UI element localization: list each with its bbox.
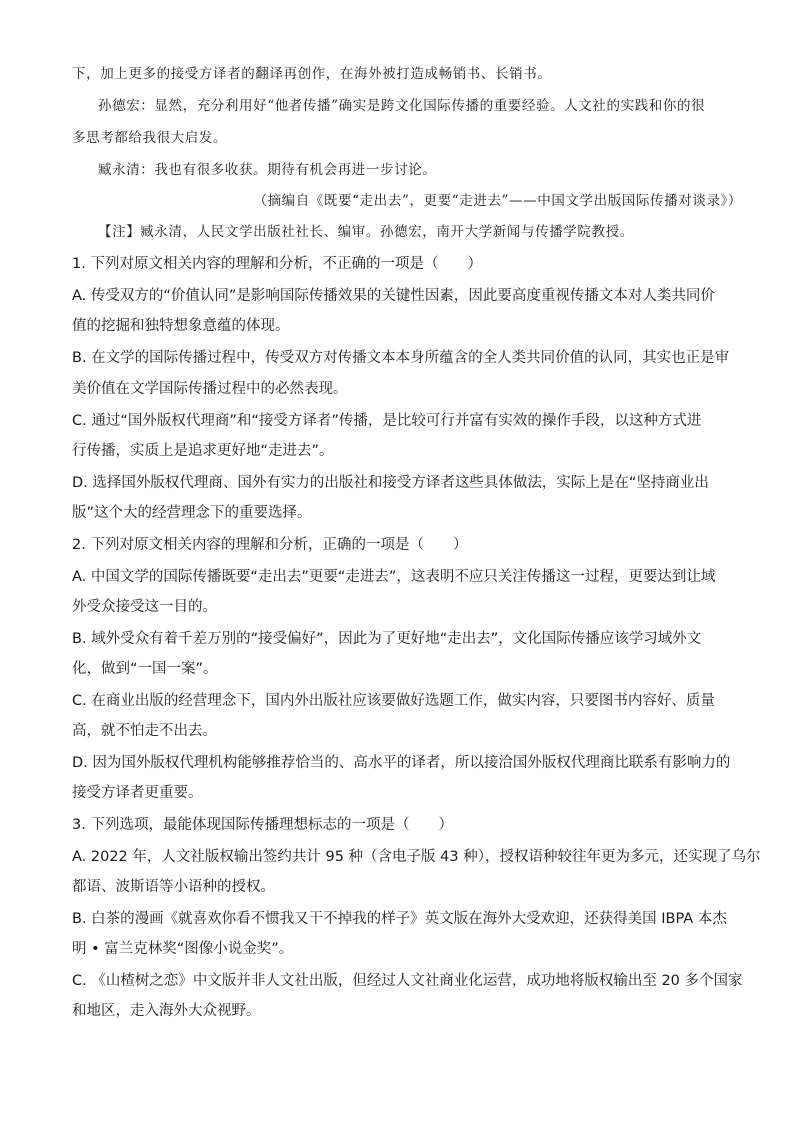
- option-line: 明 • 富兰克林奖“图像小说金奖”。: [72, 941, 294, 957]
- option-line: 版”这个大的经营理念下的重要选择。: [72, 505, 312, 521]
- option-line: 化，做到“一国一案”。: [72, 661, 218, 677]
- option-line: 外受众接受这一目的。: [72, 599, 217, 615]
- passage-line: 下，加上更多的接受方译者的翻译再创作，在海外被打造成畅销书、长销书。: [72, 66, 552, 82]
- option-line: 行传播，实质上是追求更好地“走进去”。: [72, 443, 334, 459]
- option-line: 和地区，走入海外大众视野。: [72, 1003, 261, 1019]
- question-stem: 1. 下列对原文相关内容的理解和分析，不正确的一项是（ ）: [72, 256, 482, 272]
- passage-line: 多思考都给我很大启发。: [72, 130, 228, 146]
- option-line: 接受方译者更重要。: [72, 785, 203, 801]
- footnote: 【注】臧永清，人民文学出版社社长、编审。孙德宏，南开大学新闻与传播学院教授。: [98, 224, 634, 240]
- option-line: D. 选择国外版权代理商、国外有实力的出版社和接受方译者这些具体做法，实际上是在“坚持商业出: [72, 475, 709, 491]
- passage-line: 孙德宏：显然，充分利用好“他者传播”确实是跨文化国际传播的重要经验。人文社的实践和你的很: [98, 98, 706, 114]
- option-line: A. 2022 年，人文社版权输出签约共计 95 种（含电子版 43 种），授权语种较往年更为多元，还实现了乌尔: [72, 849, 761, 865]
- option-line: 值的挖掘和独特想象意蕴的体现。: [72, 318, 290, 334]
- option-line: 美价值在文学国际传播过程中的必然表现。: [72, 381, 348, 397]
- option-line: C. 《山楂树之恋》中文版并非人文社出版，但经过人文社商业化运营，成功地将版权输出至 20 多个国家: [72, 973, 743, 989]
- option-line: 高，就不怕走不出去。: [72, 723, 217, 739]
- option-line: C. 在商业出版的经营理念下，国内外出版社应该要做好选题工作，做实内容，只要图书内容好、质量: [72, 693, 715, 709]
- option-line: B. 白茶的漫画《就喜欢你看不惯我又干不掉我的样子》英文版在海外大受欢迎，还获得美国 IBPA 本杰: [72, 911, 727, 927]
- option-line: B. 在文学的国际传播过程中，传受双方对传播文本本身所蕴含的全人类共同价值的认同，其实也正是审: [72, 350, 730, 366]
- option-line: C. 通过“国外版权代理商”和“接受方译者”传播，是比较可行并富有实效的操作手段，以这种方式进: [72, 413, 702, 429]
- option-line: A. 中国文学的国际传播既要“走出去”更要“走进去”，这表明不应只关注传播这一过程，更要达到让域: [72, 569, 716, 585]
- option-line: A. 传受双方的“价值认同”是影响国际传播效果的关键性因素，因此要高度重视传播文本对人类共同价: [72, 288, 715, 304]
- question-stem: 3. 下列选项，最能体现国际传播理想标志的一项是（ ）: [72, 817, 453, 833]
- option-line: D. 因为国外版权代理机构能够推荐恰当的、高水平的译者，所以接洽国外版权代理商比联系有影响力的: [72, 755, 731, 771]
- option-line: B. 域外受众有着千差万别的“接受偏好”，因此为了更好地“走出去”，文化国际传播应该学习域外文: [72, 631, 702, 647]
- source-citation: （摘编自《既要“走出去”，更要“走进去”——中国文学出版国际传播对谈录》）: [253, 193, 742, 209]
- passage-line: 臧永清：我也有很多收获。期待有机会再进一步讨论。: [98, 162, 437, 178]
- option-line: 都语、波斯语等小语种的授权。: [72, 879, 275, 895]
- question-stem: 2. 下列对原文相关内容的理解和分析，正确的一项是（ ）: [72, 537, 468, 553]
